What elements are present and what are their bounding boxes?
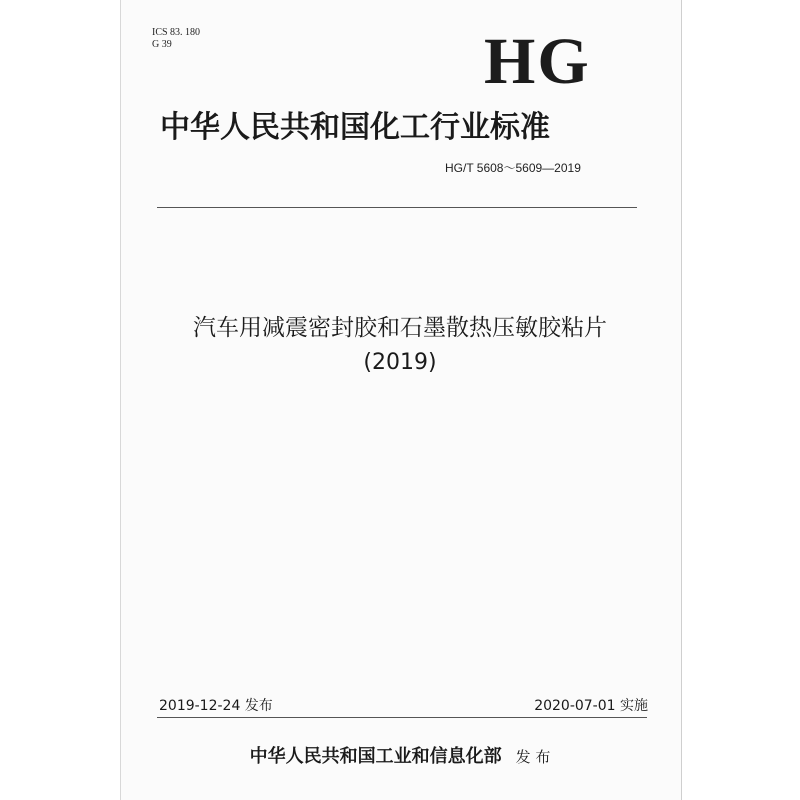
bottom-divider — [157, 717, 647, 718]
classification-codes — [152, 27, 200, 51]
issue-date: 2019-12-24 发布 — [159, 698, 273, 714]
standard-type-title: 中华人民共和国化工行业标准 — [160, 110, 550, 145]
standard-number: HG/T 5608～5609—2019 — [445, 161, 581, 175]
document-title: 汽车用减震密封胶和石墨散热压敏胶粘片 — [193, 315, 607, 341]
publisher-line — [150, 745, 650, 769]
top-divider — [157, 207, 637, 208]
ics-code: ICS 83. 180 — [152, 27, 201, 38]
publisher-action: 发 布 — [515, 748, 551, 766]
document-year: (2019) — [363, 350, 437, 375]
category-code: G 39 — [152, 39, 172, 50]
implementation-date: 2020-07-01 实施 — [534, 698, 648, 714]
publisher-name: 中华人民共和国工业和信息化部 — [249, 746, 502, 767]
hg-logo: HG — [484, 25, 591, 98]
